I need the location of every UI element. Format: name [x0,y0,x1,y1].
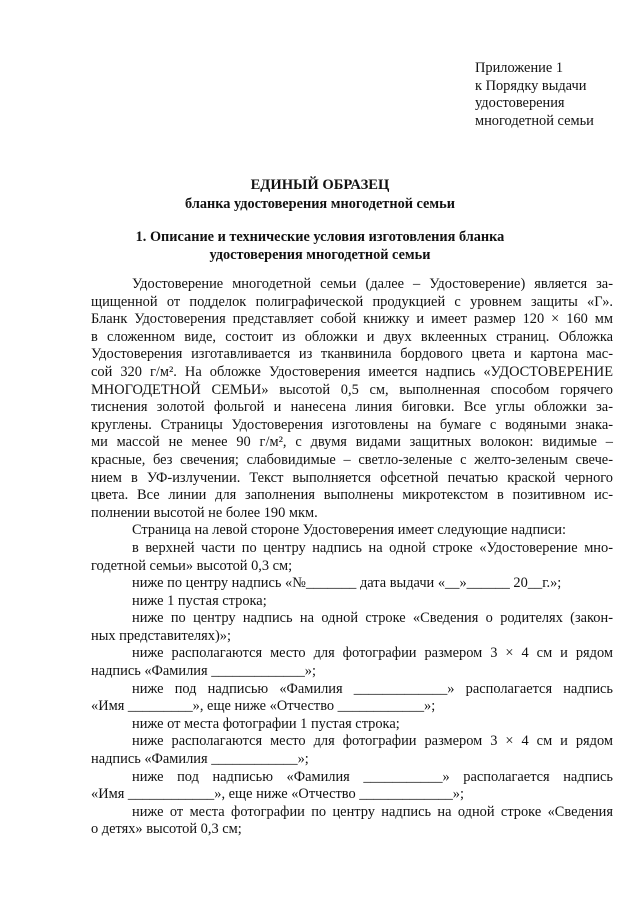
paragraph-line: ниже 1 пустая строка; [132,592,267,609]
paragraph-line: МНОГОДЕТНОЙ СЕМЬИ» высотой 0,5 см, выполненная способом горячего [91,381,613,398]
section-heading [0,229,640,264]
paragraph-line: ниже по центру надпись на одной строке «Сведения о родителях (закон- [132,610,613,627]
paragraph-line: ных представителях)»; [91,627,231,644]
paragraph-line: надпись «Фамилия _____________»; [91,663,316,680]
paragraph-line: ниже по центру надпись «№_______ дата выдачи «__»______ 20__г.»; [132,575,562,592]
paragraph-line: в верхней части по центру надпись на одной строке «Удостоверение мно- [132,539,613,556]
paragraph-line: ниже располагаются место для фотографии размером 3 × 4 см и рядом [132,733,613,750]
appendix-note [475,60,594,130]
paragraph-line: надпись «Фамилия ____________»; [91,751,309,768]
paragraph-line: ниже под надписью «Фамилия ___________» располагается надпись [132,768,613,785]
paragraph-line: сой 320 г/м². На обложке Удостоверения имеется надпись «УДОСТОВЕРЕНИЕ [91,363,613,380]
paragraph-line: Удостоверения изготавливается из тканвинила бордового цвета и картона мас- [91,346,613,363]
paragraph-line: «Имя ____________», еще ниже «Отчество _____________»; [91,786,464,803]
document-title: ЕДИНЫЙ ОБРАЗЕЦ [250,177,390,193]
appendix-line: к Порядку выдачи [475,77,587,94]
appendix-line: Приложение 1 [475,60,564,76]
paragraph-line: Бланк Удостоверения представляет собой книжку и имеет размер 120 × 160 мм [91,311,613,328]
document-subtitle: бланка удостоверения многодетной семьи [185,196,455,212]
appendix-line: удостоверения [475,95,565,111]
paragraph-line: ниже располагаются место для фотографии размером 3 × 4 см и рядом [132,645,613,662]
paragraph-line: круглены. Страницы Удостоверения изготовлены на бумаге с водяными знака- [91,416,613,433]
paragraph-line: Удостоверение многодетной семьи (далее – Удостоверение) является за- [132,276,613,292]
section-heading-line: удостоверения многодетной семьи [209,246,431,263]
paragraph-line: о детях» высотой 0,3 см; [91,821,242,838]
section-body [91,276,613,839]
paragraph-line: нием в УФ-излучении. Текст выполняется офсетной печатью краской черного [91,469,613,486]
paragraph-line: цвета. Все линии для заполнения выполнены микротекстом в позитивном ис- [91,487,613,504]
paragraph-line: щищенной от подделок полиграфической продукцией с уровнем защиты «Г». [91,293,613,310]
paragraph-line: ниже под надписью «Фамилия _____________» располагается надпись [132,680,613,697]
section-heading-line: 1. Описание и технические условия изготовления бланка [135,229,505,245]
paragraph-line: ниже от места фотографии 1 пустая строка; [132,715,400,732]
paragraph-line: Страница на левой стороне Удостоверения имеет следующие надписи: [132,522,566,539]
paragraph-line: ми массой не менее 90 г/м², с двумя видами защитных волокон: видимые – [91,434,613,451]
paragraph-line: полнении высотой не более 190 мкм. [91,504,318,521]
paragraph-line: ниже от места фотографии по центру надпись на одной строке «Сведения [132,803,613,820]
paragraph-line: годетной семьи» высотой 0,3 см; [91,557,293,574]
paragraph-line: тиснения золотой фольгой и нанесена линия биговки. Все углы обложки за- [91,399,613,416]
appendix-line: многодетной семьи [475,112,594,129]
paragraph-line: в сложенном виде, состоит из обложки и двух вклеенных страниц. Обложка [91,328,613,345]
paragraph-line: «Имя _________», еще ниже «Отчество ____________»; [91,698,436,715]
paragraph-line: красные, без свечения; слабовидимые – светло-зеленые с желто-зеленым свече- [91,451,613,468]
